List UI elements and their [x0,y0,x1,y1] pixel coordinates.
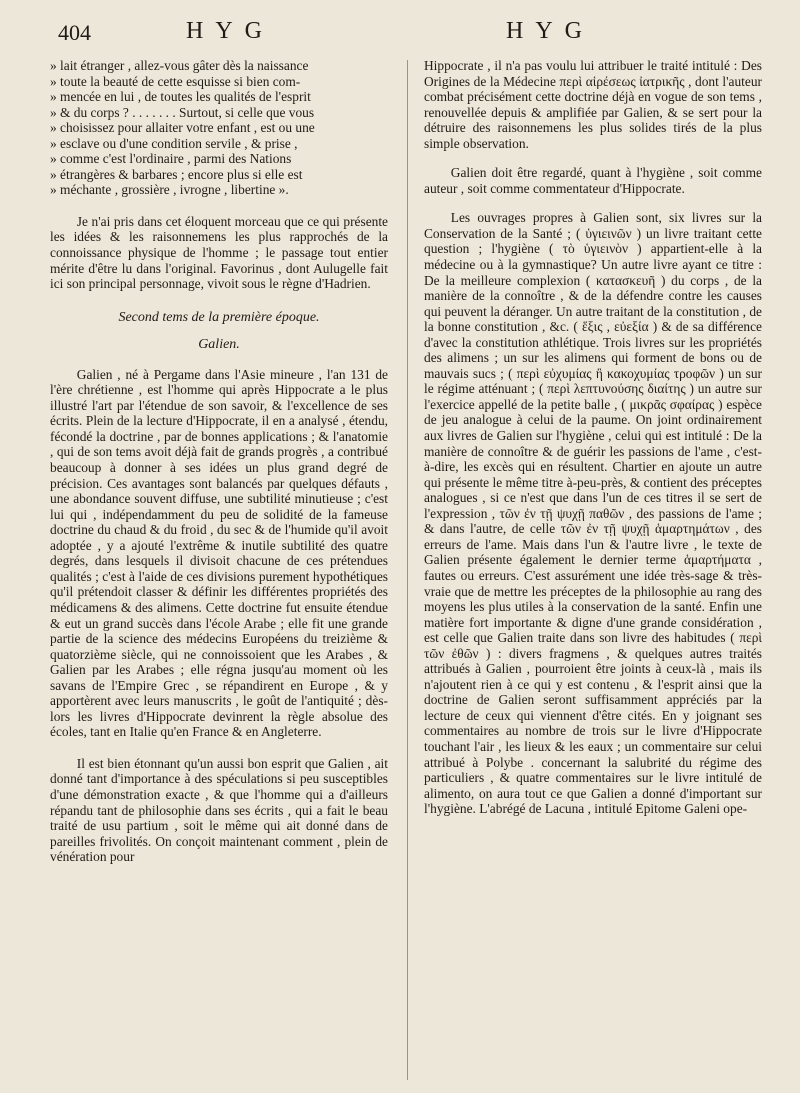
running-head-right: HYG [506,18,594,44]
quote-line: » mencée en lui , de toutes les qualités de l'esprit [50,89,311,105]
left-column [50,58,388,1086]
page-number: 404 [58,20,91,45]
paragraph-commentary: Je n'ai pris dans cet éloquent morceau que ce qui présente les idées & les raisonnemens les plus rapprochés de la connoissance physique de l'homme ; le passage tout entier mérite d'être lu dans l'original. Favorinus , dont Aulugelle fait ici son principal personnage, vivoit sous le règne d'Hadrien. [50,213,388,292]
quotation-block [50,58,388,198]
quote-line: » méchante , grossière , ivrogne , libertine ». [50,182,289,198]
quote-line: » & du corps ? . . . . . . . Surtout, si celle que vous [50,104,315,120]
quote-line: » esclave ou d'une condition servile , & prise , [50,135,298,151]
running-head-left: HYG [186,18,274,44]
page-header [0,14,800,50]
paragraph-hygiene: Galien doit être regardé, quant à l'hygiène , soit comme auteur , soit comme commentateur d'Hippocrate. [424,165,762,196]
quote-line: » choisissez pour allaiter votre enfant , est ou une [50,120,315,136]
quote-line: » comme c'est l'ordinaire , parmi des Nations [50,151,292,167]
paragraph-galien-intro: Galien , né à Pergame dans l'Asie mineure , l'an 131 de l'ère chrétienne , est l'homme qui après Hippocrate a le plus illustré l'art par l'étendue de son savoir, & l'excellence de ses écrits. Plein de la lecture d'Hippocrate, il en a analysé , étendu, fécondé la doctrine , par de bonnes applications ; & l'anatomie , qui de son tems avoit déjà fait de grands progrès , a contribué beaucoup à donner à ses idées un plus grand degré de précision. Ces avantages sont balancés par quelques défauts , une abondance souvent diffuse, une subtilité minutieuse ; c'est lui qui , indépendamment du peu de solidité de la fameuse doctrine du chaud & du froid , du sec & de l'humide qu'il avoit adoptée , y a ajouté l'extrême & inutile subtilité des quatre degrés, dans lesquels il divisoit chacune de ces prétendues qualités ; c'est à l'aide de ces divisions purement hypothétiques qu'il prétendoit classer & définir les différentes propriétés des médicamens & des alimens. Cette doctrine fut ensuite étendue & eut un grand succès dans l'école Arabe ; elle fit une grande partie de la science des médecins Européens du treizième & quatorzième siècle, qui ne connoissoient que les Arabes , & Galien par les Arabes ; elle régna jusqu'au moment où les savans de l'Empire Grec , se répandirent en Europe , & y apportèrent avec leurs manuscrits , le goût de l'antiquité ; dès-lors les livres d'Hippocrate devinrent la règle absolue des écoles, tant en Italie qu'en France & en Angleterre. [50,366,388,740]
paragraph-galien-works: Les ouvrages propres à Galien sont, six livres sur la Conservation de la Santé ; ( ὑγιεινῶν ) un livre traitant cette question ; l'hygiène ( τὸ ὑγιεινὸν ) appartient-elle à la médecine ou à la gymnastique? Un autre livre ayant ce titre : De la meilleure complexion ( κατασκευῆ ) du corps , de la manière de la connoître , & de la défendre contre les causes qui peuvent la déranger. Un autre traitant de la constitution , de la bonne constitution , &c. ( ἕξις , εὐεξία ) & de sa différence d'avec la constitution athlétique. Trois livres sur les propriétés des alimens ; un sur les alimens qui forment de bons ou de mauvais sucs ; ( περὶ εὐχυμίας ἢ κακοχυμίας τροφῶν ) un sur le régime atténuant ; ( περὶ λεπτυνούσης διαίτης ) un autre sur l'exercice appellé de la petite balle , ( μικρᾶς σφαίρας ) espèce de jeu analogue à celui de la paume. On joint ordinairement aux livres de Galien sur l'hygiène , celui qui est intitulé : De la manière de connoître & de guérir les passions de l'ame , c'est-à-dire, les excès qui en résultent. Chartier en ajoute un autre qui présente le même titre à-peu-près, & contient des préceptes analogues , si ce n'est que dans l'un de ces titres il se sert de l'expression , τῶν ἐν τῇ ψυχῇ παθῶν , des passions de l'ame ; & dans l'autre, de celle τῶν ἐν τῇ ψυχῇ ἁμαρτημάτων , des erreurs de l'ame. Mais dans l'un & l'autre livre , le texte de Galien présente également le dernier terme ἁμαρτήματα , fautes ou erreurs. C'est assurément une idée très-sage & très-vraie que de mettre les préceptes de la philosophie au rang des moyens les plus utiles à la conservation de la santé. Enfin une matière fort importante & digne d'une grande considération , est celle que Galien traite dans son livre des habitudes ( περὶ τῶν ἐθῶν ) : divers fragmens , & quelques autres traités attribués à Galien , pourroient être joints à ceux-là , mais ils n'ajoutent rien à ce qui y est contenu , & l'esprit ainsi que la doctrine de Galien seront suffisamment appréciés par la lecture de ceux qui viennent d'être cités. En y joignant ses commentaires au nombre de trois sur le livre d'Hippocrate touchant l'air , les lieux & les eaux ; un commentaire sur celui attribué à Polybe . concernant la salubrité du régime des particuliers , & quatre commentaires sur le livre intitulé de alimento, on aura tout ce que Galien a donné d'important sur l'hygiène. L'abrégé de Lacuna , intitulé Epitome Galeni ope- [424,210,762,817]
quote-line: » lait étranger , allez-vous gâter dès la naissance [50,58,309,73]
subsection-heading-galien: Galien. [198,337,240,353]
paragraph-galien-speculations: Il est bien étonnant qu'un aussi bon esprit que Galien , ait donné tant d'importance à des spéculations si peu susceptibles d'une démonstration exacte , & que l'homme qui a d'ailleurs répandu tant de philosophie dans ses écrits , qui a fait le beau traité de usu partium , soit le même qui ait donné dans de pareilles frivolités. On conçoit maintenant comment , plein de vénération pour [50,755,388,865]
right-column [424,58,762,1086]
quote-line: » toute la beauté de cette esquisse si bien com- [50,73,301,89]
paragraph-hippocrate: Hippocrate , il n'a pas voulu lui attribuer le traité intitulé : Des Origines de la Médecine περὶ αἱρέσεως ἰατρικῆς , dont l'auteur combat précisément cette doctrine déjà en vogue de son tems , renouvellée depuis & amplifiée par Galien, & se sert pour la détruire des raisonnemens les plus solides tirés de la plus simple observation. [424,58,762,151]
quote-line: » étrangères & barbares ; encore plus si elle est [50,166,303,182]
column-divider [407,60,408,1080]
section-heading: Second tems de la première époque. [118,309,320,325]
